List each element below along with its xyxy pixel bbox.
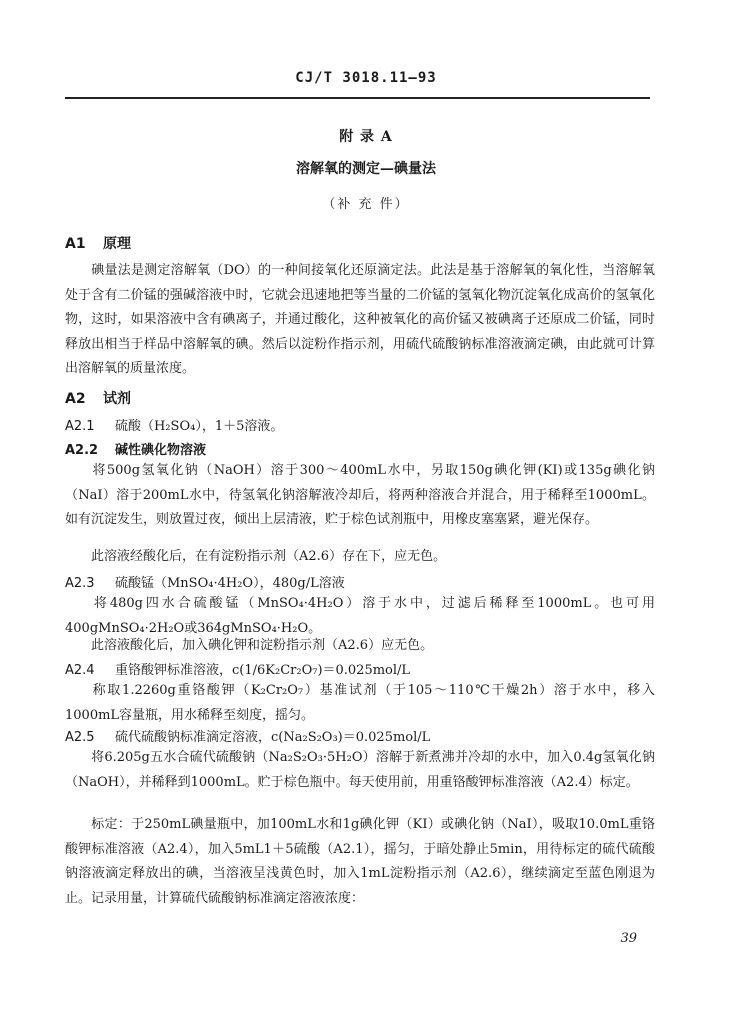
item-text: 硫代硫酸钠标准滴定溶液，c(Na₂S₂O₃)＝0.025mol/L (115, 730, 431, 745)
paragraph-text: 称取1.2260g重铬酸钾（K₂Cr₂O₇）基准试剂（于105～110℃干燥2h）溶于水中，移入1000mL容量瓶，用水稀释至刻度，摇匀。 (65, 683, 655, 723)
section-a1-heading (65, 233, 131, 253)
item-number: A2.3 (65, 576, 95, 591)
paragraph-text: 将480g四水合硫酸锰（MnSO₄·4H₂O）溶于水中，过滤后稀释至1000mL。也可用400gMnSO₄·2H₂O或364gMnSO₄·H₂O。 (65, 596, 655, 636)
paragraph-text: 此溶液酸化后，加入碘化钾和淀粉指示剂（A2.6）应无色。 (91, 638, 434, 653)
item-a2-3-paragraph-2 (65, 634, 655, 659)
paragraph-text: 此溶液经酸化后，在有淀粉指示剂（A2.6）存在下，应无色。 (91, 549, 447, 564)
item-a2-5-paragraph-2 (65, 813, 655, 911)
document-code: CJ/T 3018.11—93 (295, 70, 437, 86)
item-text: 硫酸（H₂SO₄），1＋5溶液。 (115, 419, 284, 434)
item-a2-4-paragraph-1 (65, 679, 655, 728)
item-a2-3 (65, 572, 345, 591)
appendix-title: 溶解氧的测定—碘量法 (296, 161, 436, 177)
section-title: 原理 (103, 236, 131, 252)
appendix-label: 附 录 A (339, 129, 393, 145)
item-a2-5 (65, 726, 430, 745)
paragraph-text: 碘量法是测定溶解氧（DO）的一种间接氧化还原滴定法。此法是基于溶解氧的氧化性，当溶解氧处于含有二价锰的强碱溶液中时，它就会迅速地把等当量的二价锰的氢氧化物沉淀氧化成高价的氢氧化物，这时，如果溶液中含有碘离子，并通过酸化，这种被氧化的高价锰又被碘离子还原成二价锰，同时释放出相当于样品中溶解氧的碘。然后以淀粉作指示剂，用硫代硫酸钠标准溶液滴定碘，由此就可计算出溶解氧的质量浓度。 (65, 263, 655, 376)
item-a2-2-paragraph-2 (65, 545, 655, 570)
header-rule (65, 97, 650, 99)
item-text: 碱性碘化物溶液 (115, 443, 207, 458)
item-a2-1 (65, 415, 283, 434)
section-number: A1 (65, 236, 86, 252)
section-number: A2 (65, 391, 86, 407)
item-number: A2.1 (65, 419, 95, 434)
paragraph-text: 将6.205g五水合硫代硫酸钠（Na₂S₂O₃·5H₂O）溶解于新煮沸并冷却的水中，加入0.4g氢氧化钠（NaOH），并稀释到1000mL。贮于棕色瓶中。每天使用前，用重铬酸钾标准溶液（A2.4）标定。 (65, 750, 655, 790)
item-a2-2-paragraph-1 (65, 459, 655, 533)
item-number: A2.4 (65, 663, 95, 678)
page-number: 39 (620, 931, 637, 946)
paragraph-text: 将500g氢氧化钠（NaOH）溶于300～400mL水中，另取150g碘化钾(KI)或135g碘化钠（NaI）溶于200mL水中，待氢氧化钠溶解液冷却后，将两种溶液合并混合，用于稀释至1000mL。如有沉淀发生，则放置过夜，倾出上层清液，贮于棕色试剂瓶中，用橡皮塞塞紧，避光保存。 (65, 463, 655, 527)
section-a1-body (65, 259, 655, 382)
item-number: A2.2 (65, 443, 99, 458)
item-number: A2.5 (65, 730, 95, 745)
section-title: 试剂 (103, 391, 131, 407)
item-text: 重铬酸钾标准溶液，c(1/6K₂Cr₂O₇)＝0.025mol/L (115, 663, 411, 678)
item-a2-2 (65, 439, 206, 458)
item-a2-5-paragraph-1 (65, 746, 655, 795)
appendix-supplement: （补 充 件） (322, 197, 410, 212)
item-text: 硫酸锰（MnSO₄·4H₂O），480g/L溶液 (115, 576, 345, 591)
item-a2-4 (65, 659, 410, 678)
section-a2-heading (65, 388, 131, 408)
paragraph-text: 标定：于250mL碘量瓶中，加100mL水和1g碘化钾（KI）或碘化钠（NaI），吸取10.0mL重铬酸钾标准溶液（A2.4），加入5mL1＋5硫酸（A2.1），摇匀，于暗处静止5min，用待标定的硫代硫酸钠溶液滴定释放出的碘，当溶液呈浅黄色时，加入1mL淀粉指示剂（A2.6），继续滴定至蓝色刚退为止。记录用量，计算硫代硫酸钠标准滴定溶液浓度： (65, 817, 655, 906)
